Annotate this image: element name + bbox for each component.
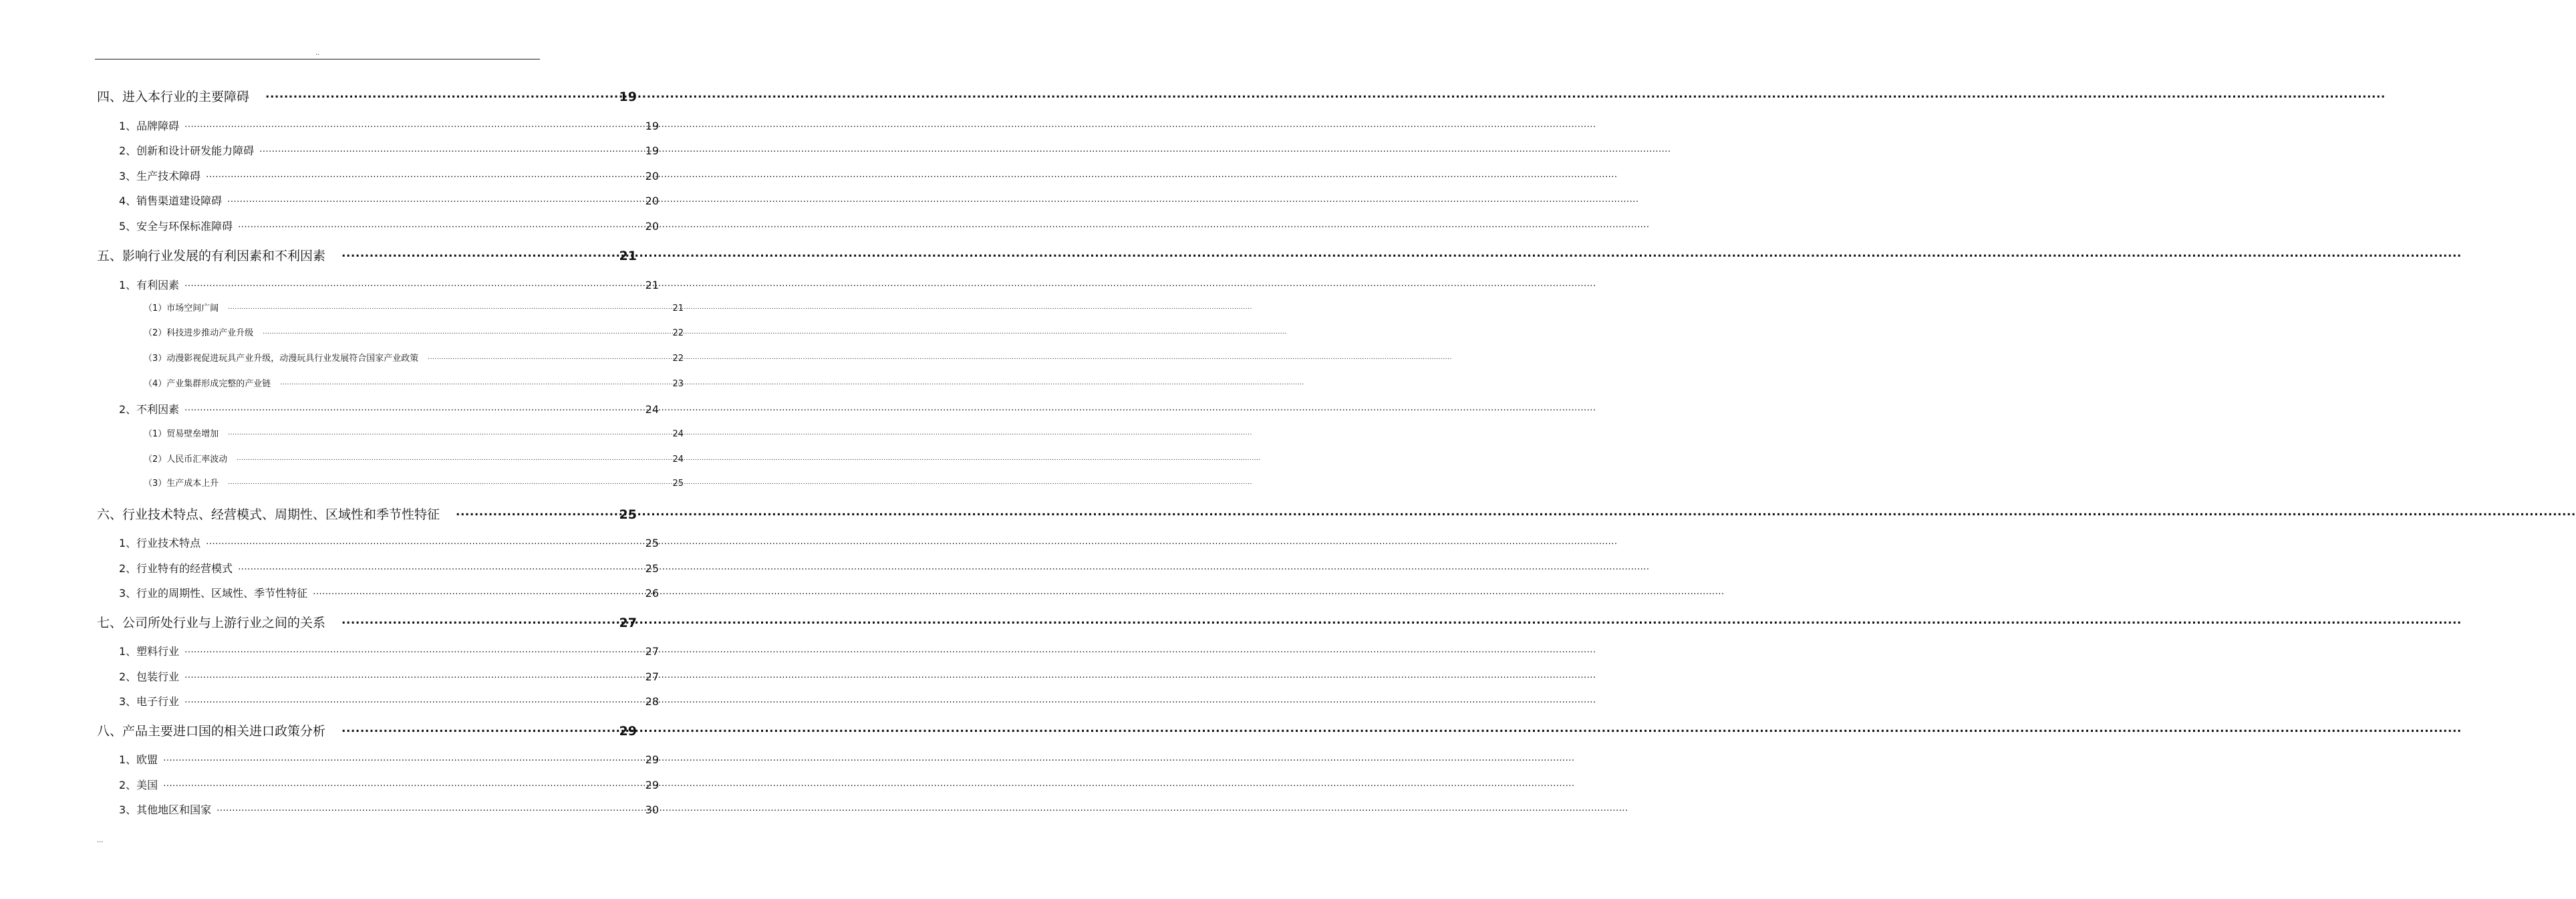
toc-dot-leader: [184, 402, 645, 413]
toc-entry-page-number: 25: [619, 507, 637, 522]
toc-dot-leader: [428, 352, 667, 361]
toc-dot-leader: [184, 670, 645, 680]
toc-dot-leader: [341, 614, 619, 627]
toc-entry-level-2[interactable]: [0, 751, 659, 767]
toc-entry-label: 1、塑料行业: [119, 645, 180, 658]
toc-entry-page-number: 29: [645, 753, 659, 766]
toc-entry-label: 3、行业的周期性、区域性、季节性特征: [119, 587, 308, 600]
toc-entry-page-number: 25: [645, 562, 659, 575]
toc-dot-leader: [206, 536, 645, 547]
toc-entry-label: （3）动漫影视促进玩具产业升级，动漫玩具行业发展符合国家产业政策: [144, 354, 419, 364]
toc-entry-level-3[interactable]: [0, 301, 684, 313]
toc-entry-level-2[interactable]: [0, 218, 659, 233]
header-mark: ..: [315, 49, 320, 57]
toc-entry-level-2[interactable]: [0, 535, 659, 550]
toc-dot-leader: [313, 586, 645, 597]
toc-dot-leader: [184, 278, 645, 289]
toc-dot-leader: [263, 327, 667, 336]
toc-entry-page-number: 29: [645, 779, 659, 791]
toc-entry-page-number: 28: [645, 695, 659, 708]
toc-dot-leader: [217, 803, 645, 813]
toc-dot-leader: [228, 477, 667, 486]
toc-entry-level-3[interactable]: [0, 452, 684, 465]
toc-entry-page-number: 21: [619, 249, 637, 263]
toc-entry-label: 七、公司所处行业与上游行业之间的关系: [97, 616, 326, 630]
toc-entry-level-3[interactable]: [0, 351, 684, 364]
toc-entry-label: 四、进入本行业的主要障碍: [97, 90, 250, 104]
toc-entry-label: （1）贸易壁垒增加: [144, 429, 219, 439]
toc-entry-page-number: 20: [645, 195, 659, 207]
toc-entry-level-3[interactable]: [0, 476, 684, 489]
toc-dot-leader: [265, 88, 619, 101]
toc-entry-page-number: 26: [645, 587, 659, 600]
toc-entry-level-2[interactable]: [0, 668, 659, 684]
toc-entry-level-2[interactable]: [0, 118, 659, 133]
toc-entry-page-number: 30: [645, 803, 659, 816]
toc-entry-page-number: 22: [672, 354, 684, 364]
toc-entry-label: 1、有利因素: [119, 279, 180, 291]
toc-entry-page-number: 22: [672, 328, 684, 338]
toc-entry-label: 2、美国: [119, 779, 158, 791]
toc-entry-label: 3、其他地区和国家: [119, 803, 212, 816]
toc-entry-level-2[interactable]: [0, 777, 659, 792]
toc-entry-level-2[interactable]: [0, 401, 659, 416]
toc-entry-label: 2、行业特有的经营模式: [119, 562, 233, 575]
toc-entry-level-2[interactable]: [0, 277, 659, 292]
toc-dot-leader: [206, 169, 645, 180]
toc-entry-page-number: 20: [645, 170, 659, 182]
toc-entry-label: （2）科技进步推动产业升级: [144, 328, 254, 338]
toc-entry-label: （2）人民币汇率波动: [144, 455, 228, 465]
toc-dot-leader: [163, 778, 645, 789]
toc-entry-label: （3）生产成本上升: [144, 479, 219, 489]
toc-dot-leader: [184, 644, 645, 655]
toc-entry-label: 1、欧盟: [119, 753, 158, 766]
toc-entry-page-number: 19: [619, 90, 637, 104]
toc-entry-label: （1）市场空间广阔: [144, 303, 219, 313]
toc-entry-page-number: 29: [619, 724, 637, 739]
toc-dot-leader: [227, 194, 645, 205]
toc-entry-page-number: 19: [645, 144, 659, 157]
toc-entry-level-2[interactable]: [0, 801, 659, 817]
toc-entry-level-1[interactable]: [0, 87, 637, 105]
toc-entry-page-number: 24: [645, 403, 659, 416]
toc-entry-level-1[interactable]: [0, 721, 637, 739]
toc-dot-leader: [237, 453, 667, 462]
toc-entry-level-2[interactable]: [0, 560, 659, 575]
toc-entry-page-number: 27: [645, 645, 659, 658]
toc-entry-page-number: 25: [672, 479, 684, 489]
toc-dot-leader: [238, 561, 645, 572]
toc-entry-label: 3、电子行业: [119, 695, 180, 708]
toc-entry-level-3[interactable]: [0, 326, 684, 338]
toc-entry-page-number: 21: [645, 279, 659, 291]
toc-dot-leader: [228, 302, 667, 311]
toc-entry-page-number: 24: [672, 429, 684, 439]
toc-entry-level-2[interactable]: [0, 643, 659, 658]
toc-dot-leader: [184, 119, 645, 130]
toc-entry-label: 1、行业技术特点: [119, 537, 201, 549]
toc-entry-level-3[interactable]: [0, 376, 684, 389]
toc-entry-level-2[interactable]: [0, 142, 659, 158]
toc-entry-page-number: 23: [672, 379, 684, 389]
toc-entry-label: 5、安全与环保标准障碍: [119, 220, 233, 233]
toc-entry-level-1[interactable]: [0, 246, 637, 264]
toc-entry-label: 五、影响行业发展的有利因素和不利因素: [97, 249, 326, 263]
toc-entry-label: 1、品牌障碍: [119, 120, 180, 132]
toc-entry-label: 2、包装行业: [119, 670, 180, 683]
toc-entry-level-2[interactable]: [0, 168, 659, 183]
toc-entry-level-2[interactable]: [0, 192, 659, 208]
toc-entry-level-2[interactable]: [0, 585, 659, 600]
toc-entry-page-number: 24: [672, 455, 684, 465]
toc-dot-leader: [259, 144, 645, 154]
toc-entry-page-number: 27: [619, 616, 637, 630]
toc-entry-level-3[interactable]: [0, 426, 684, 439]
toc-entry-label: 八、产品主要进口国的相关进口政策分析: [97, 724, 326, 739]
toc-dot-leader: [228, 428, 667, 436]
toc-dot-leader: [163, 753, 645, 763]
toc-entry-page-number: 20: [645, 220, 659, 233]
toc-entry-label: 2、不利因素: [119, 403, 180, 416]
toc-dot-leader: [280, 378, 667, 386]
toc-entry-label: 2、创新和设计研发能力障碍: [119, 144, 255, 157]
toc-dot-leader: [456, 506, 619, 519]
toc-entry-label: （4）产业集群形成完整的产业链: [144, 379, 271, 389]
toc-entry-page-number: 25: [645, 537, 659, 549]
toc-entry-level-1[interactable]: [0, 613, 637, 631]
toc-dot-leader: [184, 694, 645, 705]
toc-entry-label: 4、销售渠道建设障碍: [119, 195, 223, 207]
toc-entry-level-1[interactable]: [0, 505, 637, 523]
toc-entry-label: 3、生产技术障碍: [119, 170, 201, 182]
toc-entry-page-number: 27: [645, 670, 659, 683]
toc-entry-page-number: 21: [672, 303, 684, 313]
footer-mark: ...: [97, 837, 104, 844]
toc-entry-level-2[interactable]: [0, 693, 659, 709]
toc-dot-leader: [341, 247, 619, 260]
toc-dot-leader: [341, 723, 619, 735]
toc-entry-label: 六、行业技术特点、经营模式、周期性、区域性和季节性特征: [97, 507, 440, 522]
toc-dot-leader: [238, 219, 645, 230]
toc-entry-page-number: 19: [645, 120, 659, 132]
